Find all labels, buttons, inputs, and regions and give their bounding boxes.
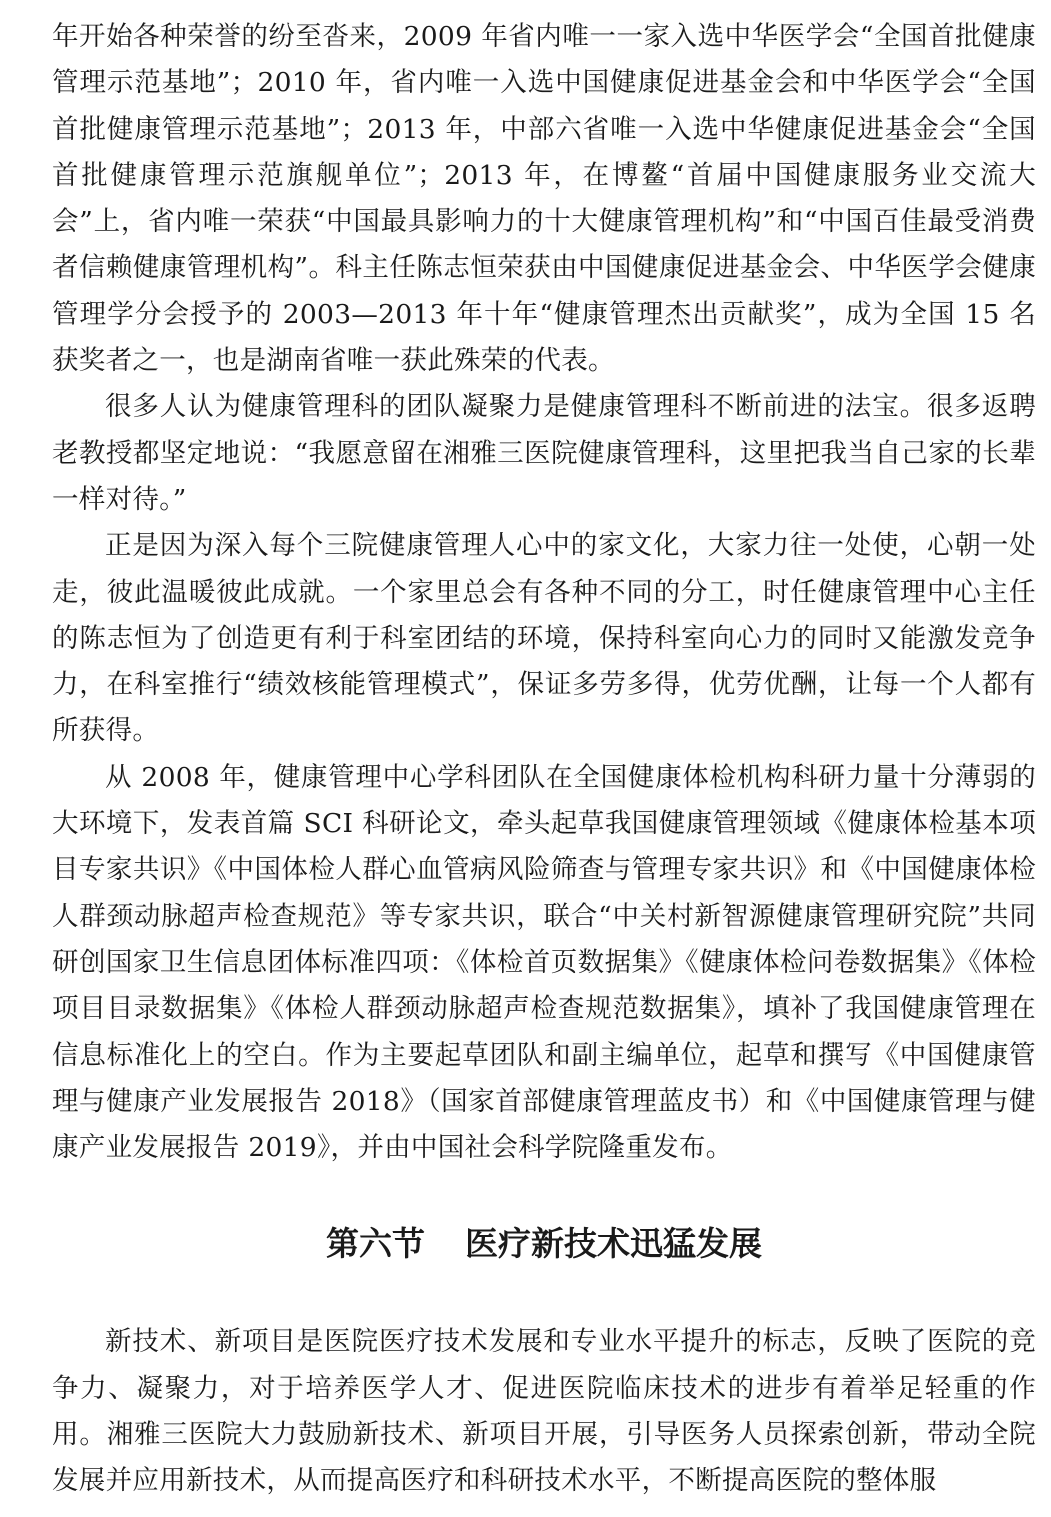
paragraph-team-cohesion: 很多人认为健康管理科的团队凝聚力是健康管理科不断前进的法宝。很多返聘老教授都坚定地说：“我愿意留在湘雅三医院健康管理科，这里把我当自己家的长辈一样对待。” <box>52 391 1036 515</box>
paragraph-new-technology: 新技术、新项目是医院医疗技术发展和专业水平提升的标志，反映了医院的竞争力、凝聚力，对于培养医学人才、促进医院临床技术的进步有着举足轻重的作用。湘雅三医院大力鼓励新技术、新项目开展，引导医务人员探索创新，带动全院发展并应用新技术，从而提高医疗和科研技术水平，不断提高医院的整体服 <box>52 1326 1036 1497</box>
section-title: 医疗新技术迅猛发展 <box>465 1224 762 1264</box>
paragraph-home-culture: 正是因为深入每个三院健康管理人心中的家文化，大家力往一处使，心朝一处走，彼此温暖彼此成就。一个家里总会有各种不同的分工，时任健康管理中心主任的陈志恒为了创造更有利于科室团结的环境，保持科室向心力的同时又能激发竞争力，在科室推行“绩效核能管理模式”，保证多劳多得，优劳优酬，让每一个人都有所获得。 <box>52 530 1036 747</box>
section-number: 第六节 <box>326 1224 425 1264</box>
paragraph-research-achievements: 从 2008 年，健康管理中心学科团队在全国健康体检机构科研力量十分薄弱的大环境下，发表首篇 SCI 科研论文，牵头起草我国健康管理领域《健康体检基本项目专家共识》《中国体检人群心血管病风险筛查与管理专家共识》和《中国健康体检人群颈动脉超声检查规范》等专家共识，联合“中关村新智源健康管理研究院”共同研创国家卫生信息团体标准四项：《体检首页数据集》《健康体检问卷数据集》《体检项目目录数据集》《体检人群颈动脉超声检查规范数据集》，填补了我国健康管理在信息标准化上的空白。作为主要起草团队和副主编单位，起草和撰写《中国健康管理与健康产业发展报告 2018》（国家首部健康管理蓝皮书）和《中国健康管理与健康产业发展报告 2019》，并由中国社会科学院隆重发布。 <box>52 761 1036 1164</box>
paragraph-honors-continued: 年开始各种荣誉的纷至沓来，2009 年省内唯一一家入选中华医学会“全国首批健康管理示范基地”；2010 年，省内唯一入选中国健康促进基金会和中华医学会“全国首批健康管理示范基地”；2013 年，中部六省唯一入选中华健康促进基金会“全国首批健康管理示范旗舰单位”；2013 年，在博鳌“首届中国健康服务业交流大会”上，省内唯一荣获“中国最具影响力的十大健康管理机构”和“中国百佳最受消费者信赖健康管理机构”。科主任陈志恒荣获由中国健康促进基金会、中华医学会健康管理学分会授予的 2003—2013 年十年“健康管理杰出贡献奖”，成为全国 15 名获奖者之一，也是湖南省唯一获此殊荣的代表。 <box>52 21 1036 377</box>
section-heading <box>52 1209 1036 1279</box>
document-page <box>52 14 1036 1505</box>
